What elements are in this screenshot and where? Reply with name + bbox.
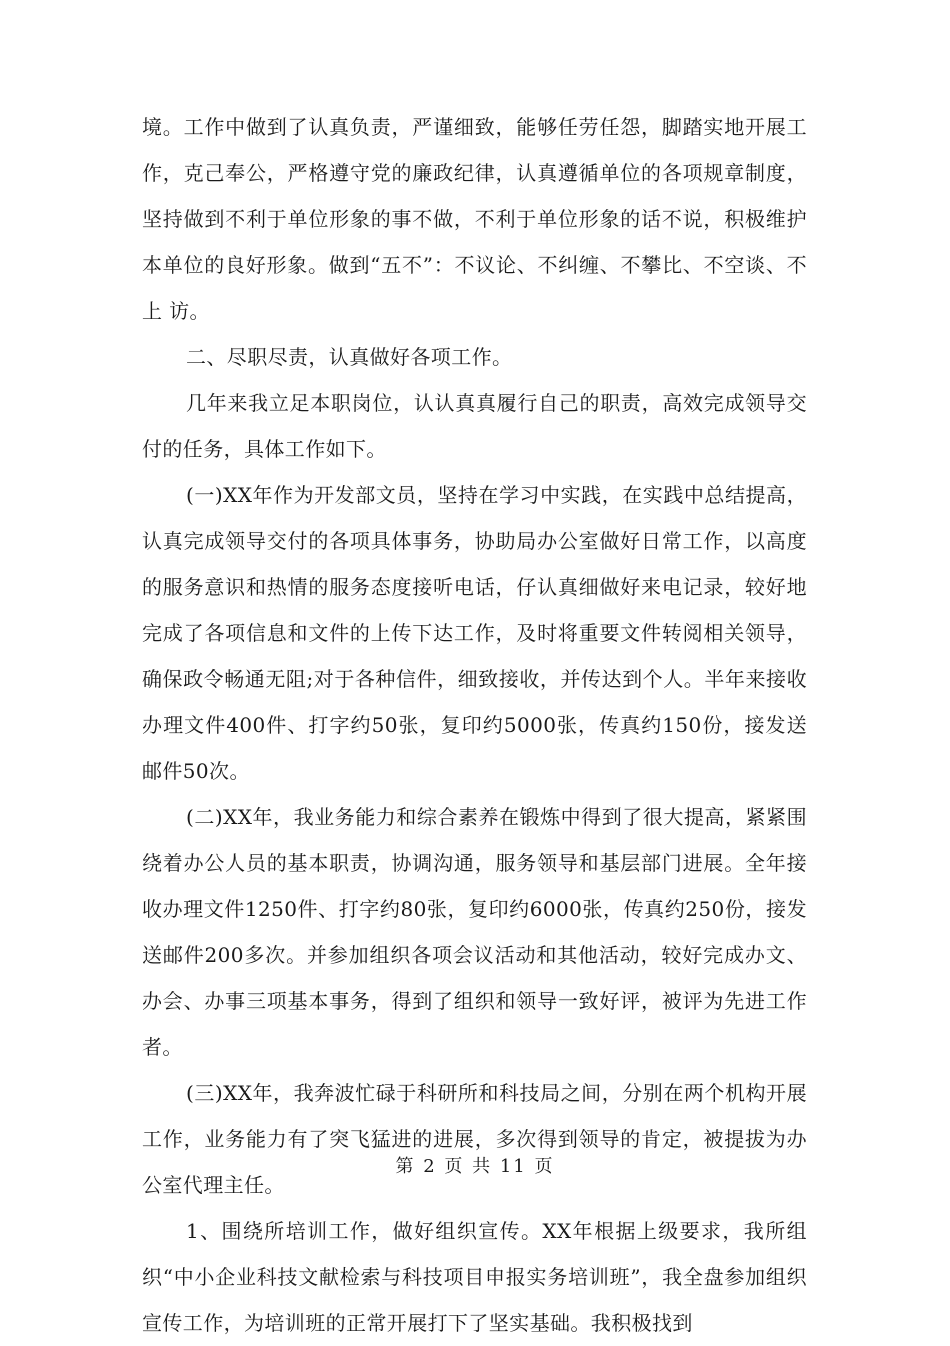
paragraph-item-three: (三)XX年，我奔波忙碌于科研所和科技局之间，分别在两个机构开展工作，业务能力有了突飞猛进的进展，多次得到领导的肯定，被提拔为办公室代理主任。 (142, 1081, 807, 1197)
paragraph-continuation: 境。工作中做到了认真负责，严谨细致，能够任劳任怨，脚踏实地开展工作，克己奉公，严格遵守党的廉政纪律，认真遵循单位的各项规章制度，坚持做到不利于单位形象的事不做，不利于单位形象的话不说，积极维护本单位的良好形象。做到“五不”：不议论、不纠缠、不攀比、不空谈、不上 访。 (142, 115, 807, 323)
paragraph-subitem-one: 1、围绕所培训工作，做好组织宣传。XX年根据上级要求，我所组织“中小企业科技文献检索与科技项目申报实务培训班”，我全盘参加组织宣传工作，为培训班的正常开展打下了坚实基础。我积极找到 (142, 1219, 807, 1335)
paragraph-item-one: (一)XX年作为开发部文员，坚持在学习中实践，在实践中总结提高，认真完成领导交付的各项具体事务，协助局办公室做好日常工作，以高度的服务意识和热情的服务态度接听电话，仔认真细做好来电记录，较好地完成了各项信息和文件的上传下达工作，及时将重要文件转阅相关领导，确保政令畅通无阻;对于各种信件，细致接收，并传达到个人。半年来接收办理文件400件、打字约50张，复印约5000张，传真约150份，接发送邮件50次。 (142, 483, 807, 783)
section-heading-two: 二、尽职尽责，认真做好各项工作。 (186, 345, 513, 369)
page-number-footer: 第 2 页 共 11 页 (395, 1156, 555, 1177)
paragraph-intro: 几年来我立足本职岗位，认认真真履行自己的职责，高效完成领导交付的任务，具体工作如下。 (142, 391, 807, 461)
paragraph-item-two: (二)XX年，我业务能力和综合素养在锻炼中得到了很大提高，紧紧围绕着办公人员的基本职责，协调沟通，服务领导和基层部门进展。全年接收办理文件1250件、打字约80张，复印约6000张，传真约250份，接发送邮件200多次。并参加组织各项会议活动和其他活动，较好完成办文、办会、办事三项基本事务，得到了组织和领导一致好评，被评为先进工作者。 (142, 805, 807, 1059)
